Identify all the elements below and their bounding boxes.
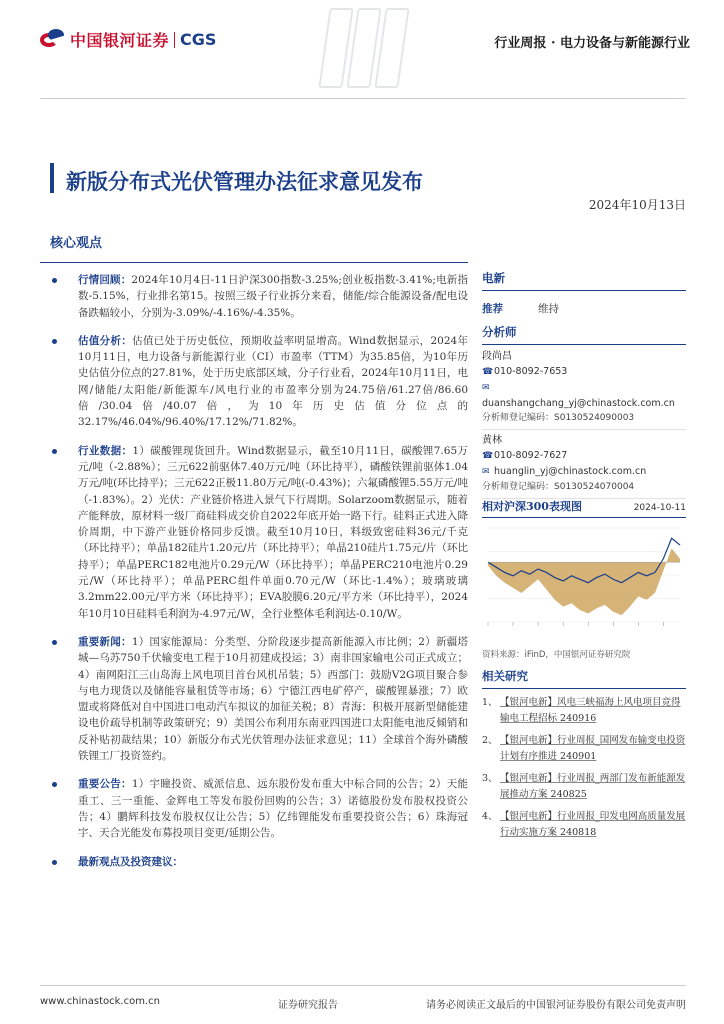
footer-divider	[40, 985, 686, 986]
brand-logo	[40, 28, 216, 51]
footer-disclaimer: 请务必阅读正文最后的中国银河证券股份有限公司免责声明	[426, 1000, 686, 1011]
related-num: 2、	[482, 735, 498, 746]
bullet-market-review	[52, 272, 468, 321]
rating-value: 维持	[538, 303, 559, 315]
chart-source: 资料来源：iFinD，中国银河证券研究院	[482, 650, 631, 660]
bullet-text: 1）宇瞳投资、威派信息、远东股份发布重大中标合同的公告；2）天能重工、三一重能、金辉电工等发布股份回购的公告；3）诺德股份发布股权投资公告；4）鹏辉科技发布股权仅让公告；5）亿纬锂能发布重要投资公告；6）珠海冠宇、天合光能发布募投项目变更/延期公告。	[78, 778, 468, 840]
core-views-list	[52, 272, 468, 882]
chart-header	[482, 498, 686, 518]
email-text[interactable]: duanshangchang_yj@chinastock.com.cn	[482, 398, 675, 409]
related-item[interactable]	[482, 733, 686, 765]
relative-performance-chart	[482, 498, 686, 660]
analyst-phone	[482, 364, 686, 380]
analyst-reg: 分析师登记编码：S0130524070004	[482, 480, 686, 499]
bullet-text: 2024年10月4日-11日沪深300指数-3.25%;创业板指数-3.41%;电新指数-5.15%，行业排名第15。按照三级子行业拆分来看，储能/综合能源设备/配电设备跌幅较小，分别为-3.09%/-4.16%/-4.35%。	[78, 274, 468, 319]
phone-icon: ☎	[482, 451, 494, 461]
bullet-dot-icon	[52, 640, 57, 645]
related-link[interactable]: 【银河电新】风电三峡福海上风电项目竞得输电工程招标 240916	[500, 697, 681, 724]
brand-name: 中国银河证券	[70, 31, 170, 50]
bullet-dot-icon	[52, 449, 57, 454]
bullet-text: 1）碳酸锂现货回升。Wind数据显示，截至10月11日，碳酸锂7.65万元/吨（-2.88%）；三元622前驱体7.40万元/吨（环比持平），磷酸铁锂前驱体1.04万元/吨(环比持平)；三元622正极11.80万元/吨(-0.43%)；六氟磷酸锂5.55万元/吨（-1.83%）。2）光伏：产业链价格进入景气下行周期。Solarzoom数据显示，随着产能释放，原材料一级厂商硅料成交价自2022年底开始一路下行。硅料正式进入降价周期，中下游产业链价格同步反馈。截至10月10日，料级致密硅料36元/千克（环比持平）；单晶182硅片1.20元/片（环比持平）；单晶210硅片1.75元/片（环比持平）；单晶PERC182电池片0.29元/W（环比持平）；单晶PERC210电池片0.29元/W（环比持平）；单晶PERC组件单面0.70元/W（环比-1.4%）；玻璃玻璃3.2mm22.00元/平方米（环比持平）；EVA胶膜6.20元/平方米（环比持平），2024年10月10日硅料毛利润为-4.97元/W，全行业整体毛利润达-0.10/W。	[78, 444, 469, 620]
bullet-valuation	[52, 333, 468, 431]
bullet-dot-icon	[52, 339, 57, 344]
bullet-text: 1）国家能源局：分类型、分阶段逐步提高新能源入市比例；2）新疆塔城—乌苏750千伏输变电工程于10月初建成投运；3）南非国家输电公司正式成立；4）南网阳江三山岛海上风电项目首台风机吊装；5）西部门：鼓励V2G项目聚合参与电力现货以及储能容量租赁等市场；6）宁德江西电矿停产，碳酸锂暴涨；7）欧盟或将降低对自中国进口电动汽车拟议的加征关税；8）青海：积极开展新型储能建设电价疏导机制等政策研究；9）美国公布利用东南亚四国进口太阳能电池反倾销和反补贴初裁结果；10）新版分布式光伏管理办法征求意见；11）全球首个海外磷酸铁锂工厂投资签约。	[78, 635, 468, 763]
sidebar	[482, 270, 686, 502]
performance-chart-svg	[482, 522, 686, 642]
header-divider	[40, 98, 686, 99]
related-research	[482, 668, 686, 841]
related-link[interactable]: 【银河电新】行业周报_国网发布输变电投资计划有序推进 240901	[500, 735, 686, 762]
footer-label: 证券研究报告	[278, 1000, 338, 1011]
bullet-investment-advice	[52, 854, 468, 870]
bullet-lead: 行业数据：	[78, 444, 133, 457]
email-icon: ✉	[482, 383, 490, 393]
title-accent-bar	[50, 163, 54, 193]
report-title: 新版分布式光伏管理办法征求意见发布	[66, 169, 423, 194]
email-text[interactable]: huanglin_yj@chinastock.com.cn	[494, 466, 647, 477]
analyst-reg: 分析师登记编码：S0130524090003	[482, 411, 686, 430]
phone-text: 010-8092-7653	[494, 366, 568, 377]
related-link[interactable]: 【银河电新】行业周报_两部门发布新能源发展推动方案 240825	[500, 773, 686, 800]
bullet-dot-icon	[52, 278, 57, 283]
chart-title: 相对沪深300表现图	[482, 500, 582, 513]
analyst-heading: 分析师	[482, 324, 686, 345]
series-area-sector	[488, 549, 680, 616]
email-icon: ✉	[482, 467, 490, 477]
related-num: 3、	[482, 773, 498, 784]
bullet-dot-icon	[52, 782, 57, 787]
logo-separator	[174, 32, 175, 48]
related-item[interactable]	[482, 695, 686, 727]
related-heading: 相关研究	[482, 668, 686, 689]
analyst-phone	[482, 448, 686, 464]
analyst-card	[482, 433, 686, 499]
chart-date: 2024-10-11	[633, 503, 686, 513]
related-num: 4、	[482, 811, 498, 822]
bullet-dot-icon	[52, 860, 57, 865]
analyst-email[interactable]	[482, 380, 686, 411]
bullet-lead: 重要公告：	[78, 778, 132, 791]
cgs-watermark-icon	[318, 8, 408, 90]
bullet-news	[52, 634, 468, 764]
report-type: 行业周报 · 电力设备与新能源行业	[494, 36, 690, 51]
page-header	[0, 0, 724, 100]
section-divider	[40, 262, 468, 263]
brand-abbr: CGS	[180, 30, 217, 49]
analyst-name: 黄林	[482, 435, 502, 446]
phone-text: 010-8092-7627	[494, 450, 568, 461]
related-num: 1、	[482, 697, 498, 708]
report-date: 2024年10月13日	[588, 198, 686, 212]
related-item[interactable]	[482, 771, 686, 803]
related-link[interactable]: 【银河电新】行业周报_印发电网高质量发展行动实施方案 240818	[500, 811, 686, 838]
analyst-card	[482, 349, 686, 430]
bullet-text: 估值已处于历史低位，预期收益率明显增高。Wind数据显示，2024年10月11日，电力设备与新能源行业（CI）市盈率（TTM）为35.85倍，为10年历史估值分位点的27.81%，处于历史底部区域，分子行业看，2024年10月11日，电网/储能/太阳能/新能源车/风电行业的市盈率分别为24.75倍/61.27倍/86.60倍/30.04倍/40.07倍，为10年历史估值分位点的32.17%/46.04%/96.40%/17.12%/71.82%。	[78, 334, 469, 429]
phone-icon: ☎	[482, 367, 494, 377]
analyst-email[interactable]	[482, 464, 686, 480]
bullet-lead: 行情回顾：	[78, 274, 132, 286]
rating-label: 推荐	[482, 303, 503, 315]
core-views-heading: 核心观点	[50, 236, 103, 251]
analyst-name: 段尚昌	[482, 351, 512, 362]
bullet-lead: 最新观点及投资建议：	[78, 855, 183, 868]
bullet-lead: 估值分析：	[78, 334, 133, 347]
rating-row	[482, 301, 686, 316]
sector-heading: 电新	[482, 270, 686, 291]
bullet-announcements	[52, 776, 468, 841]
footer-url[interactable]: www.chinastock.com.cn	[40, 996, 160, 1007]
related-item[interactable]	[482, 809, 686, 841]
bullet-lead: 重要新闻：	[78, 635, 132, 648]
bullet-industry-data	[52, 443, 468, 622]
logo-mark-icon	[40, 29, 66, 51]
